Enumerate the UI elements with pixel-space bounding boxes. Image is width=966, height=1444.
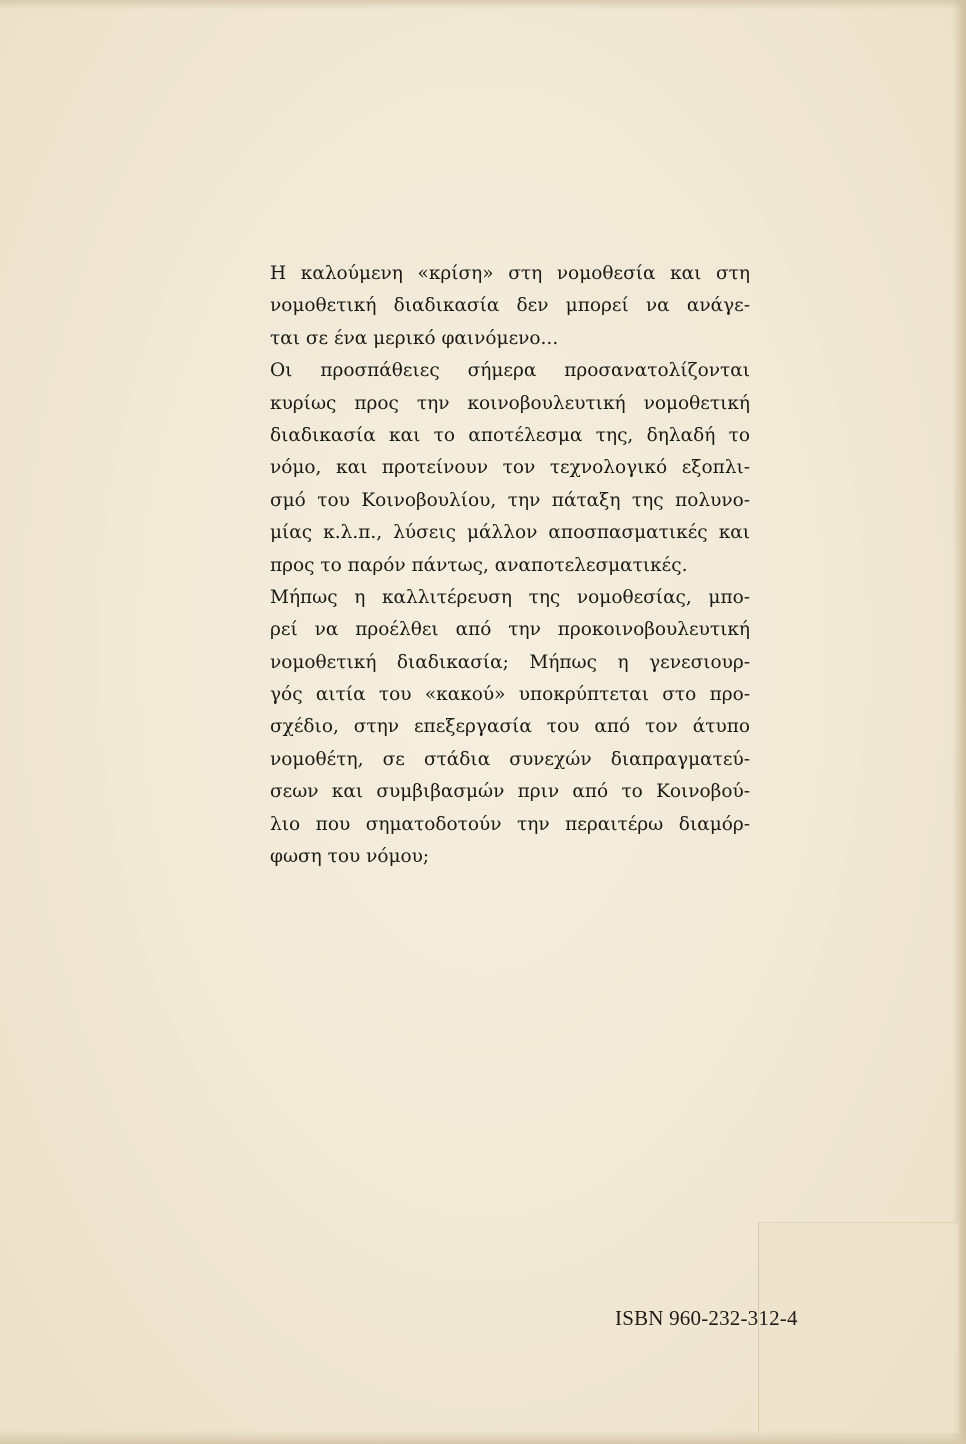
blurb-line: ται σε ένα μερικό φαινόμενο...: [270, 327, 559, 349]
isbn-number: ISBN 960-232-312-4: [615, 1306, 798, 1330]
blurb-line: νομοθέτη, σε στάδια συνεχών διαπραγματεύ-: [270, 748, 750, 770]
blurb-line: νομοθετική διαδικασία δεν μπορεί να ανάγε-: [270, 295, 750, 317]
blurb-line: σμό του Κοινοβουλίου, την πάταξη της πολυνο-: [270, 489, 750, 511]
blurb-line: νομοθετική διαδικασία; Μήπως η γενεσιουρ-: [270, 651, 750, 673]
paper-edge-top: [0, 0, 966, 10]
blurb-line: Οι προσπάθειες σήμερα προσανατολίζονται: [270, 360, 750, 382]
blurb-line: σεων και συμβιβασμών πριν από το Κοινοβού-: [270, 781, 750, 803]
blurb-line: μίας κ.λ.π., λύσεις μάλλον αποσπασματικές και: [270, 522, 750, 544]
blurb-line: ρεί να προέλθει από την προκοινοβουλευτική: [270, 619, 750, 641]
blurb-line: γός αιτία του «κακού» υποκρύπτεται στο προ-: [270, 684, 750, 706]
blurb-line: Μήπως η καλλιτέρευση της νομοθεσίας, μπο-: [270, 586, 750, 608]
back-cover-blurb: [270, 258, 750, 873]
blurb-line: σχέδιο, στην επεξεργασία του από τον άτυπο: [270, 716, 750, 738]
blurb-line: προς το παρόν πάντως, αναποτελεσματικές.: [270, 554, 688, 576]
blurb-line: λιο που σηματοδοτούν την περαιτέρω διαμόρ-: [270, 813, 750, 835]
blurb-line: κυρίως προς την κοινοβουλευτική νομοθετική: [270, 392, 750, 414]
blurb-line: διαδικασία και το αποτέλεσμα της, δηλαδή το: [270, 424, 750, 446]
blurb-line: Η καλούμενη «κρίση» στη νομοθεσία και στη: [270, 263, 750, 284]
blurb-line: φωση του νόμου;: [270, 846, 430, 868]
blurb-line: νόμο, και προτείνουν τον τεχνολογικό εξοπλι-: [270, 457, 750, 479]
